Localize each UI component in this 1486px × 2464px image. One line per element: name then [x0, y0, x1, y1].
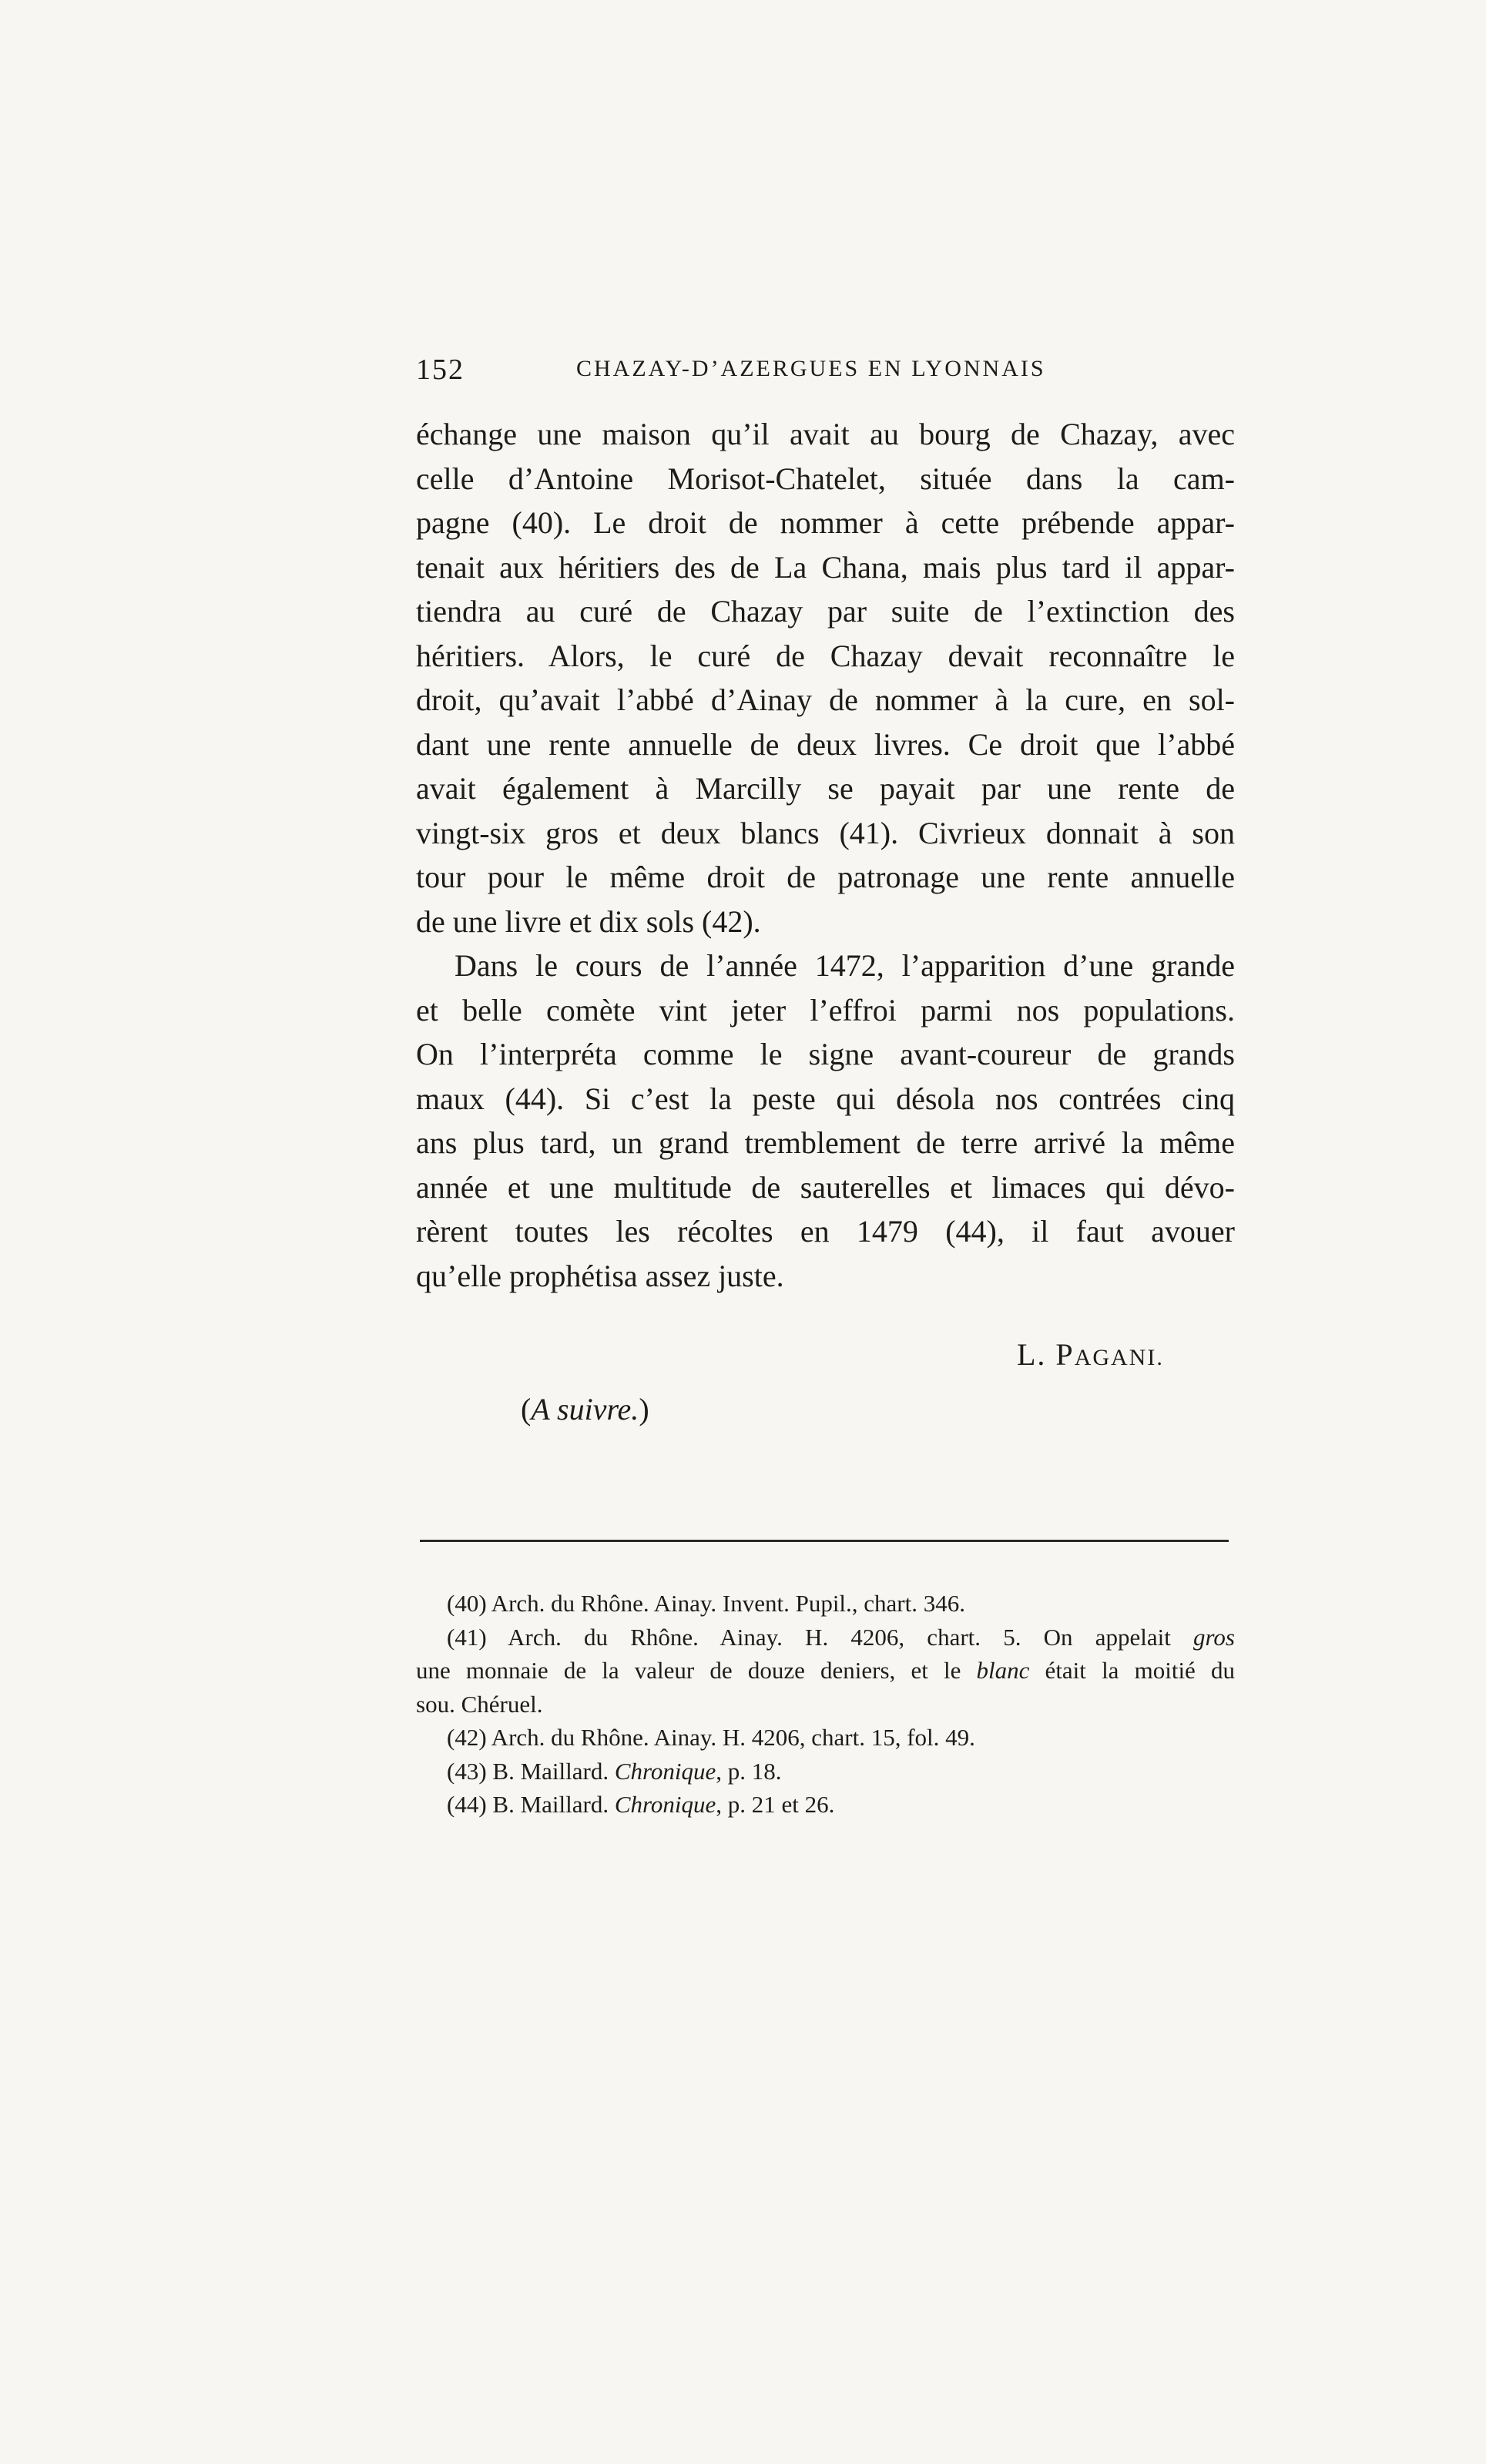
text-line: tiendra au curé de Chazay par suite de l’extinction des	[416, 594, 1235, 629]
footnote-41-blanc: blanc	[976, 1657, 1030, 1684]
text-line: maux (44). Si c’est la peste qui désola nos contrées cinq	[416, 1081, 1235, 1116]
footnote-42: (42) Arch. du Rhône. Ainay. H. 4206, chart. 15, fol. 49.	[447, 1724, 975, 1751]
footnote-41	[416, 1621, 1235, 1654]
paren-close: )	[639, 1392, 649, 1426]
footnote-41-text-b: une monnaie de la valeur de douze deniers, et le	[416, 1657, 977, 1684]
page-header	[416, 353, 1233, 399]
text-line: année et une multitude de sauterelles et limaces qui dévo-	[416, 1169, 1235, 1205]
author-signature	[1017, 1336, 1164, 1373]
text-line: avait également à Marcilly se payait par une rente de	[416, 771, 1235, 806]
footnote-43-title: Chronique	[614, 1757, 716, 1785]
running-title: CHAZAY-D’AZERGUES EN LYONNAIS	[576, 356, 1046, 381]
footnote-44-page: , p. 21 et 26.	[716, 1791, 835, 1818]
text-line: On l’interpréta comme le signe avant-coureur de grands	[416, 1037, 1235, 1071]
paren-open: (	[521, 1392, 532, 1426]
text-line: héritiers. Alors, le curé de Chazay devait reconnaître le	[416, 638, 1235, 673]
footnote-44	[416, 1788, 1235, 1822]
footnotes	[416, 1587, 1235, 1822]
text-line: de une livre et dix sols (42).	[416, 903, 761, 939]
body-text	[416, 412, 1235, 1298]
text-line: pagne (40). Le droit de nommer à cette prébende appar-	[416, 505, 1235, 540]
footnote-divider	[420, 1540, 1229, 1542]
footnote-41-end: sou. Chéruel.	[416, 1690, 543, 1718]
text-line: celle d’Antoine Morisot-Chatelet, située dans la cam-	[416, 461, 1235, 496]
text-line: droit, qu’avait l’abbé d’Ainay de nommer à la cure, en sol-	[416, 682, 1235, 717]
text-line: ans plus tard, un grand tremblement de terre arrivé la même	[416, 1125, 1235, 1160]
signature-surname: AGANI.	[1074, 1345, 1164, 1370]
page-number: 152	[416, 354, 465, 386]
text-line: rèrent toutes les récoltes en 1479 (44), il faut avouer	[416, 1214, 1235, 1249]
footnote-41-text: (41) Arch. du Rhône. Ainay. H. 4206, chart. 5. On appelait	[447, 1623, 1194, 1651]
footnote-41-cont	[416, 1654, 1235, 1688]
to-be-continued	[521, 1391, 649, 1427]
text-line: tenait aux héritiers des de La Chana, mais plus tard il appar-	[416, 549, 1235, 585]
text-line: et belle comète vint jeter l’effroi parmi nos populations.	[416, 992, 1235, 1028]
footnote-40: (40) Arch. du Rhône. Ainay. Invent. Pupil., chart. 346.	[447, 1590, 965, 1617]
signature-initial: L. P	[1017, 1337, 1075, 1372]
text-line: qu’elle prophétisa assez juste.	[416, 1258, 784, 1293]
text-line: Dans le cours de l’année 1472, l’apparition d’une grande	[455, 948, 1235, 983]
footnote-44-title: Chronique	[614, 1791, 716, 1818]
footnote-41-text-c: était la moitié du	[1029, 1657, 1235, 1684]
footnote-41-gros: gros	[1193, 1623, 1235, 1651]
footnote-43-text: (43) B. Maillard.	[447, 1757, 615, 1785]
text-line: dant une rente annuelle de deux livres. Ce droit que l’abbé	[416, 726, 1235, 762]
text-line: échange une maison qu’il avait au bourg de Chazay, avec	[416, 417, 1235, 451]
footnote-43-page: , p. 18.	[716, 1757, 782, 1785]
footnote-43	[416, 1755, 1235, 1788]
text-line: vingt-six gros et deux blancs (41). Civrieux donnait à son	[416, 815, 1235, 850]
text-line: tour pour le même droit de patronage une rente annuelle	[416, 860, 1235, 894]
to-follow-text: A suivre.	[531, 1392, 639, 1426]
footnote-44-text: (44) B. Maillard.	[447, 1791, 615, 1818]
